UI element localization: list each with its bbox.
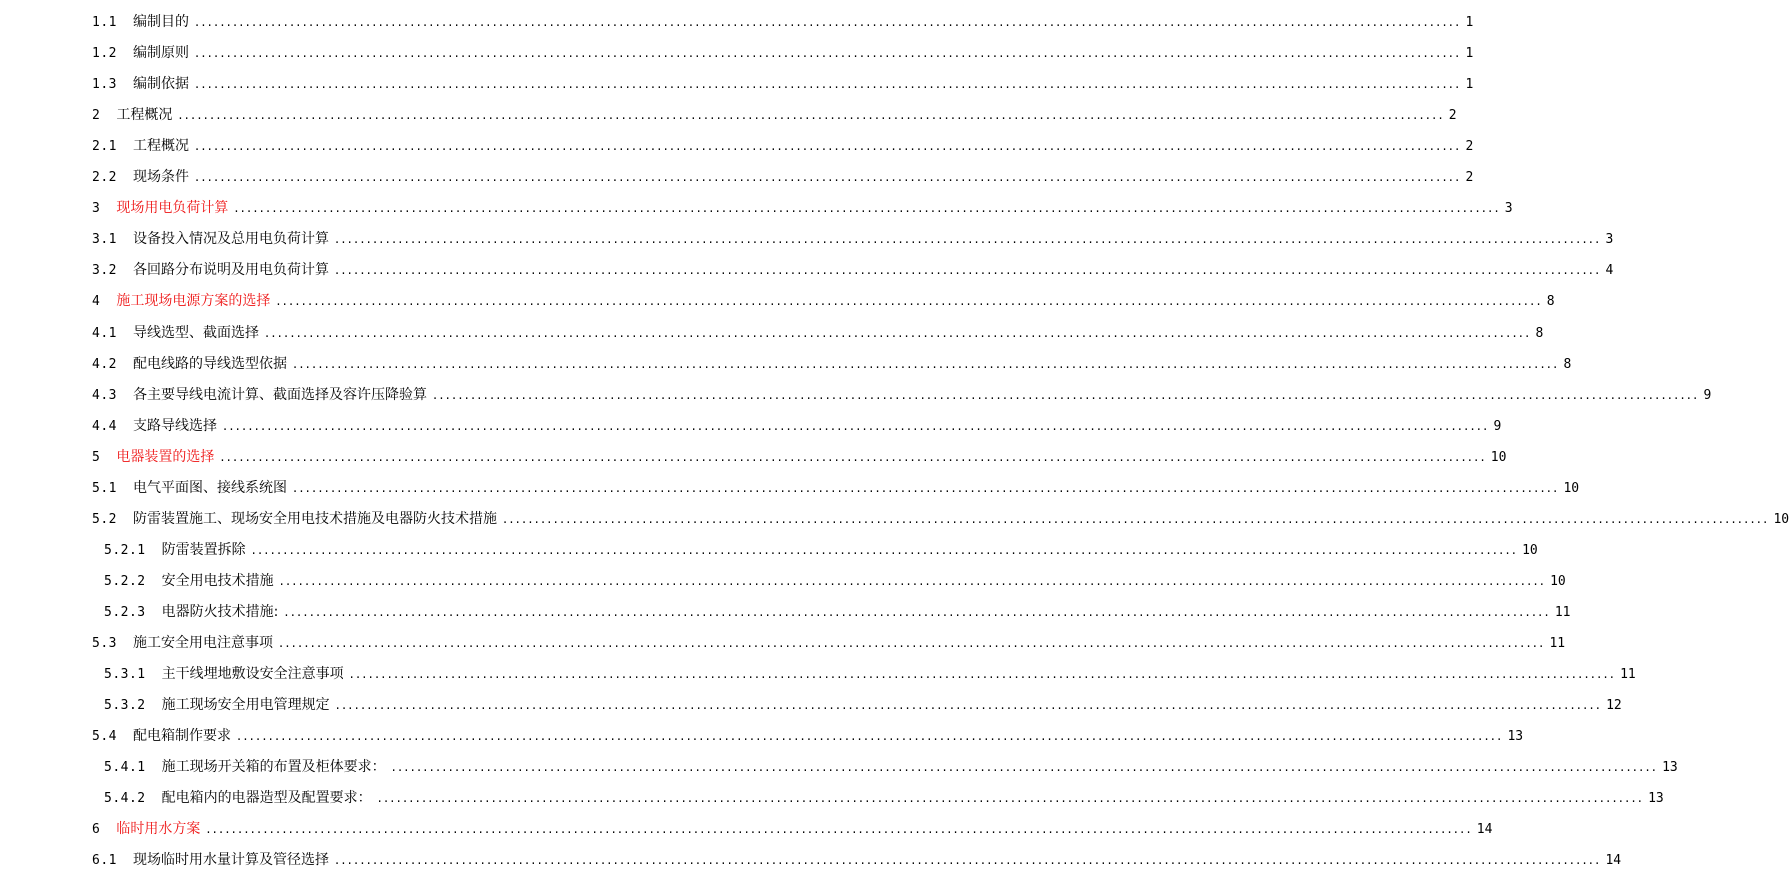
toc-leader-dots: ........................................................................................................................................................................................................ [236,729,1504,744]
toc-entry-title: 编制目的 [132,14,189,30]
toc-entry-page: 1 [1465,46,1474,61]
toc-entry-number: 5.2 [92,512,117,527]
toc-entry-page: 14 [1476,822,1493,837]
toc-leader-dots: ........................................................................................................................................................................................................ [334,853,1602,868]
toc-entry-number: 4.3 [92,388,117,403]
toc-entry-number: 5.4.2 [104,791,146,806]
toc-entry[interactable] [0,135,1474,157]
toc-leader-dots: ........................................................................................................................................................................................................ [292,481,1560,496]
toc-entry[interactable] [0,539,1538,561]
toc-entry-page: 8 [1546,294,1555,309]
toc-entry-number: 1.2 [92,46,117,61]
toc-entry-page: 3 [1605,232,1614,247]
toc-entry-page: 1 [1465,77,1474,92]
toc-entry-number: 5.2.1 [104,543,146,558]
toc-entry-page: 8 [1563,357,1572,372]
toc-leader-dots: ........................................................................................................................................................................................................ [278,636,1546,651]
toc-entry[interactable] [0,694,1622,716]
toc-entry-number: 5.4 [92,729,117,744]
toc-leader-dots: ........................................................................................................................................................................................................ [334,232,1602,247]
toc-entry[interactable] [0,42,1474,64]
toc-entry-page: 11 [1620,667,1636,682]
toc-entry-title: 主干线埋地敷设安全注意事项 [161,666,344,682]
toc-leader-dots: ........................................................................................................................................................................................................ [194,77,1462,92]
toc-leader-dots: ........................................................................................................................................................................................................ [292,357,1560,372]
toc-entry-page: 10 [1550,574,1566,589]
toc-entry-title: 配电线路的导线选型依据 [132,356,287,372]
toc-leader-dots: ........................................................................................................................................................................................................ [194,15,1462,30]
toc-leader-dots: ........................................................................................................................................................................................................ [502,512,1770,527]
toc-entry-title: 配电箱内的电器造型及配置要求： [161,790,372,806]
toc-entry-page: 4 [1605,263,1614,278]
toc-leader-dots: ........................................................................................................................................................................................................ [194,46,1462,61]
toc-entry-number: 1.3 [92,77,117,92]
toc-entry-title: 支路导线选择 [132,418,217,434]
toc-entry[interactable] [0,228,1614,250]
toc-entry-title: 编制原则 [132,45,189,61]
toc-entry-page: 10 [1522,543,1538,558]
toc-leader-dots: ........................................................................................................................................................................................................ [234,201,1501,216]
toc-entry-page: 12 [1606,698,1622,713]
toc-entry[interactable] [0,104,1457,126]
toc-entry-number: 5 [92,450,101,465]
toc-entry-page: 3 [1504,201,1513,216]
toc-entry-title: 防雷装置施工、现场安全用电技术措施及电器防火技术措施 [132,511,497,527]
toc-entry-number: 3 [92,201,101,216]
toc-entry-number: 3.2 [92,263,117,278]
toc-entry-title: 施工安全用电注意事项 [132,635,273,651]
toc-entry-title: 导线选型、截面选择 [132,325,259,341]
toc-entry-page: 11 [1549,636,1566,651]
toc-leader-dots: ........................................................................................................................................................................................................ [432,388,1700,403]
toc-entry-page: 9 [1703,388,1712,403]
toc-entry[interactable] [0,601,1571,623]
toc-leader-dots: ........................................................................................................................................................................................................ [251,543,1519,558]
toc-entry-page: 13 [1507,729,1524,744]
toc-entry-page: 14 [1605,853,1622,868]
toc-entry-title: 配电箱制作要求 [132,728,231,744]
toc-entry-page: 8 [1535,326,1544,341]
toc-entry[interactable] [0,415,1502,437]
toc-entry-title: 施工现场电源方案的选择 [116,293,271,309]
toc-entry-number: 4.2 [92,357,117,372]
toc-entry-number: 5.1 [92,481,117,496]
toc-entry-title: 施工现场开关箱的布置及柜体要求： [161,759,386,775]
toc-entry-title: 设备投入情况及总用电负荷计算 [132,231,329,247]
toc-entry[interactable] [0,477,1580,499]
toc-entry[interactable] [0,322,1544,344]
toc-entry-title: 电气平面图、接线系统图 [132,480,287,496]
toc-entry[interactable] [0,570,1566,592]
toc-leader-dots: ........................................................................................................................................................................................................ [334,263,1602,278]
toc-leader-dots: ........................................................................................................................................................................................................ [349,667,1617,682]
toc-entry-number: 5.4.1 [104,760,146,775]
toc-entry-page: 10 [1563,481,1580,496]
toc-entry-page: 1 [1465,15,1474,30]
toc-entry-page: 10 [1773,512,1789,527]
toc-entry-title: 防雷装置拆除 [161,542,246,558]
toc-entry-title: 安全用电技术措施 [161,573,274,589]
toc-entry-number: 2 [92,108,101,123]
toc-entry[interactable] [0,756,1678,778]
toc-leader-dots: ........................................................................................................................................................................................................ [279,574,1547,589]
toc-entry-number: 5.2.3 [104,605,146,620]
toc-entry[interactable] [0,818,1493,840]
toc-entry-number: 6.1 [92,853,117,868]
toc-entry-page: 2 [1465,170,1474,185]
toc-entry-title: 现场条件 [132,169,189,185]
toc-leader-dots: ........................................................................................................................................................................................................ [194,139,1462,154]
toc-leader-dots: ........................................................................................................................................................................................................ [391,760,1659,775]
toc-entry-page: 13 [1648,791,1664,806]
toc-entry-number: 5.2.2 [104,574,146,589]
toc-leader-dots: ........................................................................................................................................................................................................ [220,450,1487,465]
toc-entry-page: 13 [1662,760,1678,775]
toc-entry[interactable] [0,259,1614,281]
toc-entry-number: 6 [92,822,101,837]
toc-entry-title: 现场用电负荷计算 [116,200,229,216]
toc-entry-title: 现场临时用水量计算及管径选择 [132,852,329,868]
toc-entry[interactable] [0,290,1555,312]
toc-entry-page: 2 [1448,108,1457,123]
toc-entry[interactable] [0,787,1664,809]
toc-entry-number: 5.3.2 [104,698,146,713]
toc-entry[interactable] [0,197,1513,219]
toc-entry[interactable] [0,725,1524,747]
toc-leader-dots: ........................................................................................................................................................................................................ [335,698,1603,713]
toc-entry-title: 各主要导线电流计算、截面选择及容许压降验算 [132,387,427,403]
toc-entry-number: 3.1 [92,232,117,247]
toc-entry-number: 4.1 [92,326,117,341]
toc-leader-dots: ........................................................................................................................................................................................................ [284,605,1551,620]
toc-entry-number: 4.4 [92,419,117,434]
toc-entry[interactable] [0,663,1636,685]
toc-leader-dots: ........................................................................................................................................................................................................ [222,419,1490,434]
toc-leader-dots: ........................................................................................................................................................................................................ [377,791,1645,806]
toc-entry[interactable] [0,446,1507,468]
toc-leader-dots: ........................................................................................................................................................................................................ [206,822,1473,837]
toc-entry-title: 施工现场安全用电管理规定 [161,697,330,713]
toc-entry-page: 11 [1554,605,1571,620]
toc-entry-number: 1.1 [92,15,117,30]
toc-entry-page: 9 [1493,419,1502,434]
toc-entry[interactable] [0,508,1789,530]
toc-entry[interactable] [0,849,1622,871]
toc-entry-title: 工程概况 [116,107,173,123]
toc-entry[interactable] [0,384,1712,406]
toc-entry-number: 2.1 [92,139,117,154]
toc-entry-number: 4 [92,294,101,309]
toc-entry-title: 编制依据 [132,76,189,92]
toc-entry-title: 电器装置的选择 [116,449,215,465]
toc-entry-page: 2 [1465,139,1474,154]
toc-entry-title: 工程概况 [132,138,189,154]
toc-entry-number: 5.3.1 [104,667,146,682]
toc-entry-number: 2.2 [92,170,117,185]
toc-entry[interactable] [0,353,1572,375]
toc-entry-title: 临时用水方案 [116,821,201,837]
toc-entry-number: 5.3 [92,636,117,651]
toc-leader-dots: ........................................................................................................................................................................................................ [276,294,1543,309]
toc-leader-dots: ........................................................................................................................................................................................................ [264,326,1532,341]
toc-entry[interactable] [0,632,1566,654]
toc-entry[interactable] [0,11,1474,33]
toc-entry-title: 电器防火技术措施: [161,604,279,620]
toc-leader-dots: ........................................................................................................................................................................................................ [178,108,1445,123]
toc-entry[interactable] [0,73,1474,95]
toc-entry-page: 10 [1490,450,1507,465]
toc-entry[interactable] [0,166,1474,188]
toc-leader-dots: ........................................................................................................................................................................................................ [194,170,1462,185]
toc-entry-title: 各回路分布说明及用电负荷计算 [132,262,329,278]
